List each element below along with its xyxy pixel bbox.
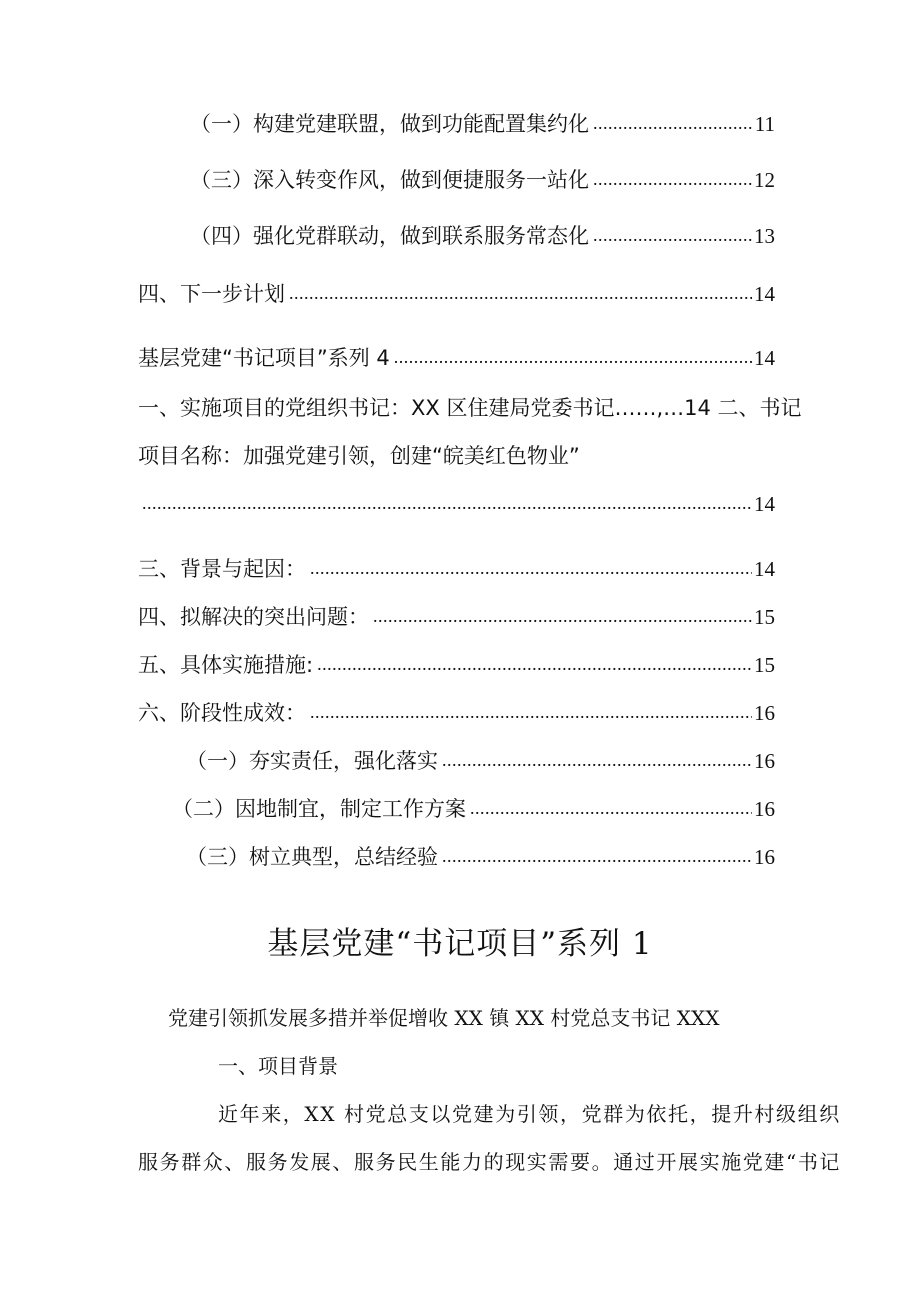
toc-entry-wrapped-line[interactable] [138,442,580,470]
toc-entry[interactable] [138,651,775,680]
toc-page-number: 13 [754,224,775,248]
toc-leader-dots [593,165,752,193]
toc-entry-text: 项目名称：加强党建引领，创建“皖美红色物业” [138,444,580,468]
toc-entry[interactable] [190,222,775,251]
toc-entry[interactable] [172,795,775,824]
document-title: 基层党建“书记项目”系列 1 [267,926,653,962]
toc-entry-text: （三）深入转变作风，做到便捷服务一站化 [190,168,589,192]
toc-entry-text: 五、具体实施措施: [138,653,314,677]
toc-entry[interactable] [186,843,775,872]
toc-entry-wrapped-line[interactable] [138,394,850,422]
toc-page-number: 14 [754,346,775,370]
toc-page-number: 15 [754,605,775,629]
toc-entry[interactable] [138,344,775,373]
toc-page-number: 14 [754,282,775,306]
toc-entry-text: （四）强化党群联动，做到联系服务常态化 [190,224,589,248]
toc-page-number: 14 [754,492,775,516]
toc-leader-dots [310,698,752,726]
toc-entry[interactable] [138,280,775,309]
toc-entry[interactable] [138,555,775,584]
toc-entry[interactable] [186,747,775,776]
toc-entry[interactable] [190,166,775,195]
toc-entry[interactable] [138,699,775,728]
toc-entry-text: 三、背景与起因： [138,557,306,581]
toc-page-number: 15 [754,653,775,677]
toc-entry[interactable] [190,110,775,139]
toc-leader-dots [310,554,752,582]
toc-leader-dots [593,221,752,249]
toc-page-number: 11 [754,112,775,136]
toc-page-number: 16 [754,845,775,869]
toc-leader-dots [442,746,752,774]
toc-leader-dots [289,279,752,307]
toc-entry-text: 一、实施项目的党组织书记：XX 区住建局党委书记……,…14 二、书记 [138,396,802,420]
document-subtitle: 党建引领抓发展多措并举促增收 XX 镇 XX 村党总支书记 XXX [168,1006,720,1030]
toc-page-number: 16 [754,701,775,725]
toc-entry-text: 四、拟解决的突出问题： [138,605,369,629]
toc-page-number: 14 [754,557,775,581]
toc-page-number: 16 [754,797,775,821]
toc-leader-dots [142,489,752,517]
toc-leader-dots [394,343,752,371]
toc-entry-text: （一）夯实责任，强化落实 [186,749,438,773]
body-paragraph-line: 服务群众、服务发展、服务民生能力的现实需要。通过开展实施党建“书记 [138,1150,842,1174]
toc-entry-text: （二）因地制宜，制定工作方案 [172,797,466,821]
toc-leader-dots [442,842,752,870]
body-paragraph-line: 近年来，XX 村党总支以党建为引领，党群为依托，提升村级组织 [218,1102,841,1126]
toc-leader-dots [593,109,753,137]
toc-leader-dots [317,650,752,678]
toc-entry-text: （三）树立典型，总结经验 [186,845,438,869]
toc-page-number: 16 [754,749,775,773]
toc-entry[interactable] [138,603,775,632]
toc-entry-text: 六、阶段性成效： [138,701,306,725]
toc-entry[interactable] [138,490,775,519]
toc-entry-text: 基层党建“书记项目”系列 4 [138,346,390,370]
toc-leader-dots [373,602,752,630]
toc-entry-text: （一）构建党建联盟，做到功能配置集约化 [190,112,589,136]
toc-entry-text: 四、下一步计划 [138,282,285,306]
toc-leader-dots [470,794,752,822]
toc-page-number: 12 [754,168,775,192]
section-heading: 一、项目背景 [218,1054,338,1078]
